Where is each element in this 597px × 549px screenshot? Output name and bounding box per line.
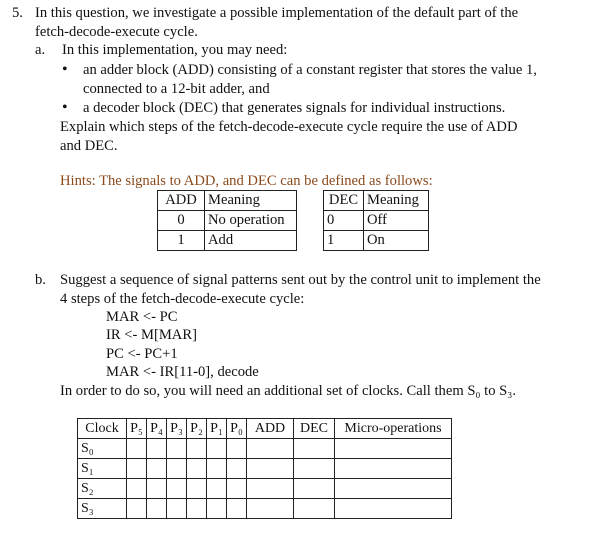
- empty-cell: [294, 499, 335, 519]
- empty-cell: [335, 459, 452, 479]
- empty-cell: [294, 459, 335, 479]
- empty-cell: [127, 459, 147, 479]
- question-intro-line2: fetch-decode-execute cycle.: [35, 24, 198, 40]
- empty-cell: [335, 439, 452, 459]
- clock-label: S₁: [78, 459, 127, 479]
- table-row: [324, 211, 429, 231]
- empty-cell: [247, 479, 294, 499]
- bullet1-line1: an adder block (ADD) consisting of a constant register that stores the value 1,: [83, 62, 537, 78]
- empty-cell: [207, 439, 227, 459]
- empty-cell: [335, 479, 452, 499]
- clock-label: S₀: [78, 439, 127, 459]
- bullet2-text: a decoder block (DEC) that generates signals for individual instructions.: [83, 100, 506, 116]
- empty-cell: [207, 459, 227, 479]
- bullet-icon: •: [62, 99, 68, 116]
- empty-cell: [187, 479, 207, 499]
- part-b-lead-line1: Suggest a sequence of signal patterns sent out by the control unit to implement the: [60, 272, 541, 288]
- clock-header: P₀: [227, 419, 247, 439]
- add-cell: No operation: [205, 211, 297, 231]
- empty-cell: [167, 439, 187, 459]
- empty-cell: [207, 479, 227, 499]
- empty-cell: [227, 479, 247, 499]
- dec-header-signal: DEC: [324, 191, 364, 211]
- table-row: [324, 191, 429, 211]
- empty-cell: [294, 439, 335, 459]
- dec-cell: 0: [324, 211, 364, 231]
- add-cell: 0: [158, 211, 205, 231]
- dec-cell: On: [364, 231, 429, 251]
- empty-cell: [227, 499, 247, 519]
- explain-line1: Explain which steps of the fetch-decode-execute cycle require the use of ADD: [60, 119, 518, 135]
- step-2: IR <- M[MAR]: [106, 327, 197, 343]
- empty-cell: [247, 459, 294, 479]
- clock-header: P₅: [127, 419, 147, 439]
- explain-line2: and DEC.: [60, 138, 118, 154]
- table-row: [78, 419, 452, 439]
- empty-cell: [167, 479, 187, 499]
- hints-text: Hints: The signals to ADD, and DEC can be defined as follows:: [60, 173, 433, 189]
- table-row: [78, 439, 452, 459]
- empty-cell: [207, 499, 227, 519]
- bullet-icon: •: [62, 61, 68, 78]
- add-table: [157, 190, 297, 251]
- empty-cell: [187, 459, 207, 479]
- add-header-signal: ADD: [158, 191, 205, 211]
- part-b-label: b.: [35, 272, 46, 288]
- empty-cell: [187, 439, 207, 459]
- clock-header: Micro-operations: [335, 419, 452, 439]
- add-cell: 1: [158, 231, 205, 251]
- clock-header: DEC: [294, 419, 335, 439]
- empty-cell: [147, 439, 167, 459]
- table-row: [324, 231, 429, 251]
- part-a-label: a.: [35, 42, 46, 58]
- empty-cell: [127, 479, 147, 499]
- empty-cell: [247, 439, 294, 459]
- empty-cell: [147, 479, 167, 499]
- clock-table: [77, 418, 452, 519]
- dec-header-meaning: Meaning: [364, 191, 429, 211]
- clock-header: P₄: [147, 419, 167, 439]
- empty-cell: [227, 459, 247, 479]
- table-row: [158, 191, 297, 211]
- empty-cell: [147, 499, 167, 519]
- clocks-note: In order to do so, you will need an additional set of clocks. Call them S₀ to S₃.: [60, 383, 517, 399]
- empty-cell: [335, 499, 452, 519]
- dec-cell: 1: [324, 231, 364, 251]
- clock-label: S₃: [78, 499, 127, 519]
- clock-header: P₁: [207, 419, 227, 439]
- empty-cell: [294, 479, 335, 499]
- bullet1-line2: connected to a 12-bit adder, and: [83, 81, 270, 97]
- question-number: 5.: [12, 5, 23, 21]
- part-a-lead: In this implementation, you may need:: [62, 42, 288, 58]
- clock-header: P₂: [187, 419, 207, 439]
- table-row: [78, 499, 452, 519]
- clock-header: P₃: [167, 419, 187, 439]
- part-b-lead-line2: 4 steps of the fetch-decode-execute cycle:: [60, 291, 305, 307]
- step-4: MAR <- IR[11-0], decode: [106, 364, 259, 380]
- step-3: PC <- PC+1: [106, 346, 178, 362]
- clock-header: ADD: [247, 419, 294, 439]
- empty-cell: [167, 459, 187, 479]
- empty-cell: [247, 499, 294, 519]
- table-row: [158, 211, 297, 231]
- dec-cell: Off: [364, 211, 429, 231]
- table-row: [78, 459, 452, 479]
- dec-table: [323, 190, 429, 251]
- clock-header: Clock: [78, 419, 127, 439]
- add-header-meaning: Meaning: [205, 191, 297, 211]
- step-1: MAR <- PC: [106, 309, 178, 325]
- empty-cell: [167, 499, 187, 519]
- empty-cell: [227, 439, 247, 459]
- empty-cell: [127, 499, 147, 519]
- empty-cell: [127, 439, 147, 459]
- question-intro-line1: In this question, we investigate a possible implementation of the default part of the: [35, 5, 519, 21]
- empty-cell: [187, 499, 207, 519]
- add-cell: Add: [205, 231, 297, 251]
- empty-cell: [147, 459, 167, 479]
- clock-label: S₂: [78, 479, 127, 499]
- table-row: [158, 231, 297, 251]
- table-row: [78, 479, 452, 499]
